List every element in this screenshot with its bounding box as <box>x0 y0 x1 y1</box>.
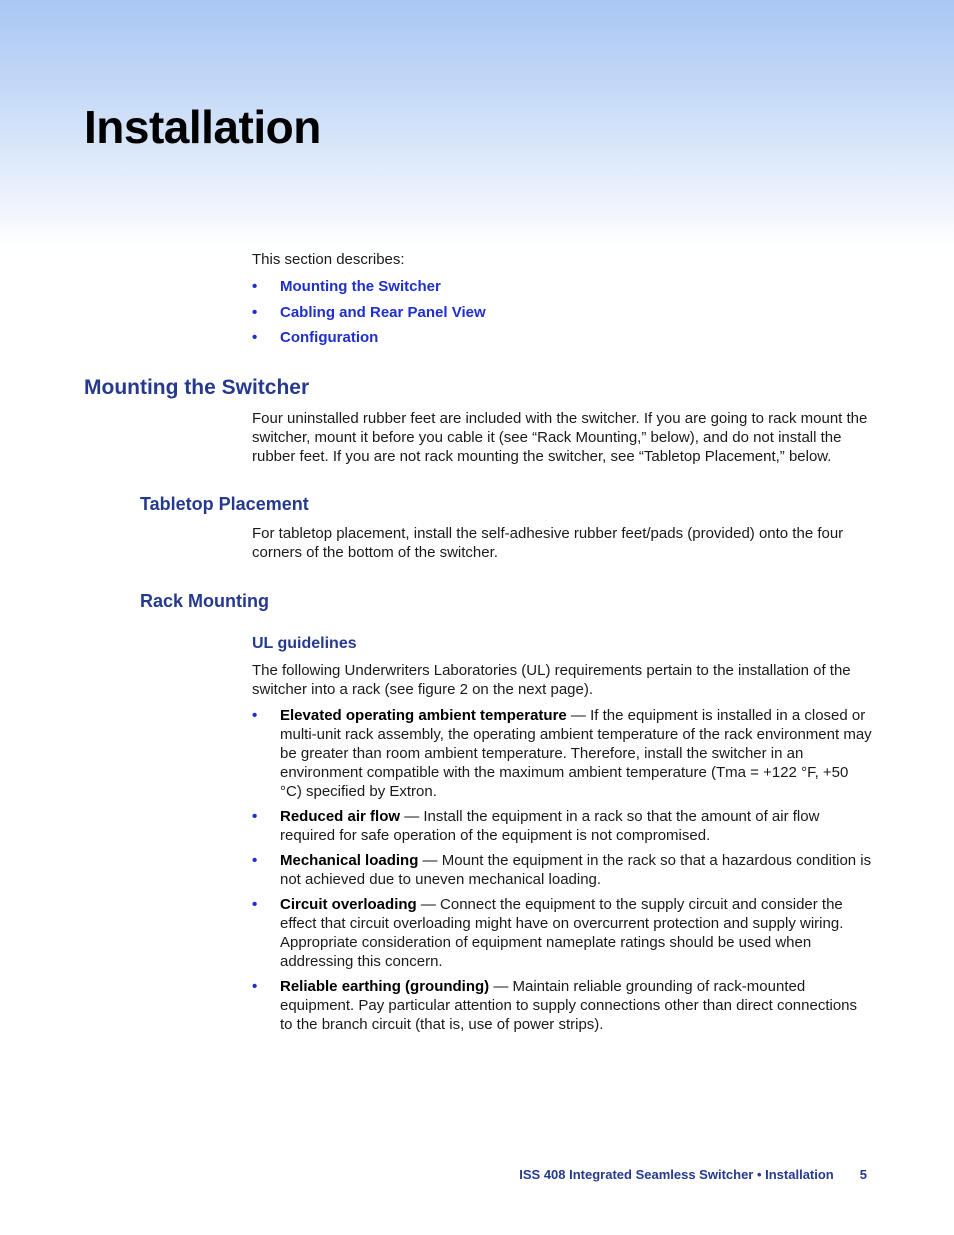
subsection-heading-tabletop: Tabletop Placement <box>140 494 309 514</box>
page-footer <box>519 1167 867 1182</box>
intro-link-list <box>252 277 486 354</box>
item-text: — Maintain reliable grounding of rack-mounted equipment. Pay particular attention to supply connections other than direct connections to the branch circuit (that is, use of power strips). <box>280 978 858 1033</box>
list-item <box>252 895 872 971</box>
subsection-heading-rack: Rack Mounting <box>140 591 269 611</box>
bullet-icon: • <box>252 852 258 869</box>
link-label[interactable]: Cabling and Rear Panel View <box>280 303 486 321</box>
link-label[interactable]: Configuration <box>280 329 379 346</box>
link-label[interactable]: Mounting the Switcher <box>280 278 441 295</box>
tabletop-body: For tabletop placement, install the self-adhesive rubber feet/pads (provided) onto the four corners of the bottom of the switcher. <box>252 525 844 561</box>
list-item <box>252 977 872 1034</box>
intro-link-mounting[interactable] <box>252 277 486 303</box>
bullet-icon: • <box>252 707 258 724</box>
bullet-icon: • <box>252 329 258 346</box>
ul-requirements-list <box>252 706 872 1040</box>
page-number: 5 <box>859 1167 867 1182</box>
item-term: Elevated operating ambient temperature <box>280 707 567 724</box>
footer-text: ISS 408 Integrated Seamless Switcher • Installation <box>519 1167 834 1182</box>
item-text: — Connect the equipment to the supply circuit and consider the effect that circuit overloading might have on overcurrent protection and supply wiring. Appropriate consideration of equipment nameplate ratings should be used when addressing this concern. <box>280 896 844 970</box>
mounting-body: Four uninstalled rubber feet are included with the switcher. If you are going to rack mount the switcher, mount it before you cable it (see “Rack Mounting,” below), and do not install the rubber feet. If you are not rack mounting the switcher, see “Tabletop Placement,” below. <box>252 410 868 465</box>
page-title: Installation <box>84 101 321 153</box>
bullet-icon: • <box>252 303 258 321</box>
item-term: Reliable earthing (grounding) <box>280 978 490 995</box>
intro-link-cabling[interactable] <box>252 303 486 329</box>
item-text: — If the equipment is installed in a closed or multi-unit rack assembly, the operating ambient temperature of the rack environment may be greater than room ambient temperature. Therefore, install the switcher in an environment compatible with the maximum ambient temperature (Tma = +122 °F, +50 °C) specified by Extron. <box>280 707 872 800</box>
bullet-icon: • <box>252 278 258 295</box>
ul-guidelines-heading: UL guidelines <box>252 635 357 652</box>
list-item <box>252 807 872 845</box>
intro-lead: This section describes: <box>252 251 405 268</box>
item-term: Mechanical loading <box>280 852 419 869</box>
ul-intro: The following Underwriters Laboratories (UL) requirements pertain to the installation of the switcher into a rack (see figure 2 on the next page). <box>252 662 851 698</box>
intro-link-configuration[interactable] <box>252 328 486 354</box>
item-text: — Mount the equipment in the rack so that a hazardous condition is not achieved due to uneven mechanical loading. <box>280 852 872 888</box>
item-term: Circuit overloading <box>280 896 417 913</box>
item-term: Reduced air flow <box>280 808 401 825</box>
bullet-icon: • <box>252 896 258 913</box>
intro-section <box>252 250 486 354</box>
section-heading-mounting: Mounting the Switcher <box>84 376 310 399</box>
bullet-icon: • <box>252 978 258 995</box>
list-item <box>252 851 872 889</box>
bullet-icon: • <box>252 808 258 825</box>
list-item <box>252 706 872 801</box>
item-text: — Install the equipment in a rack so that the amount of air flow required for safe operation of the equipment is not compromised. <box>280 808 820 844</box>
